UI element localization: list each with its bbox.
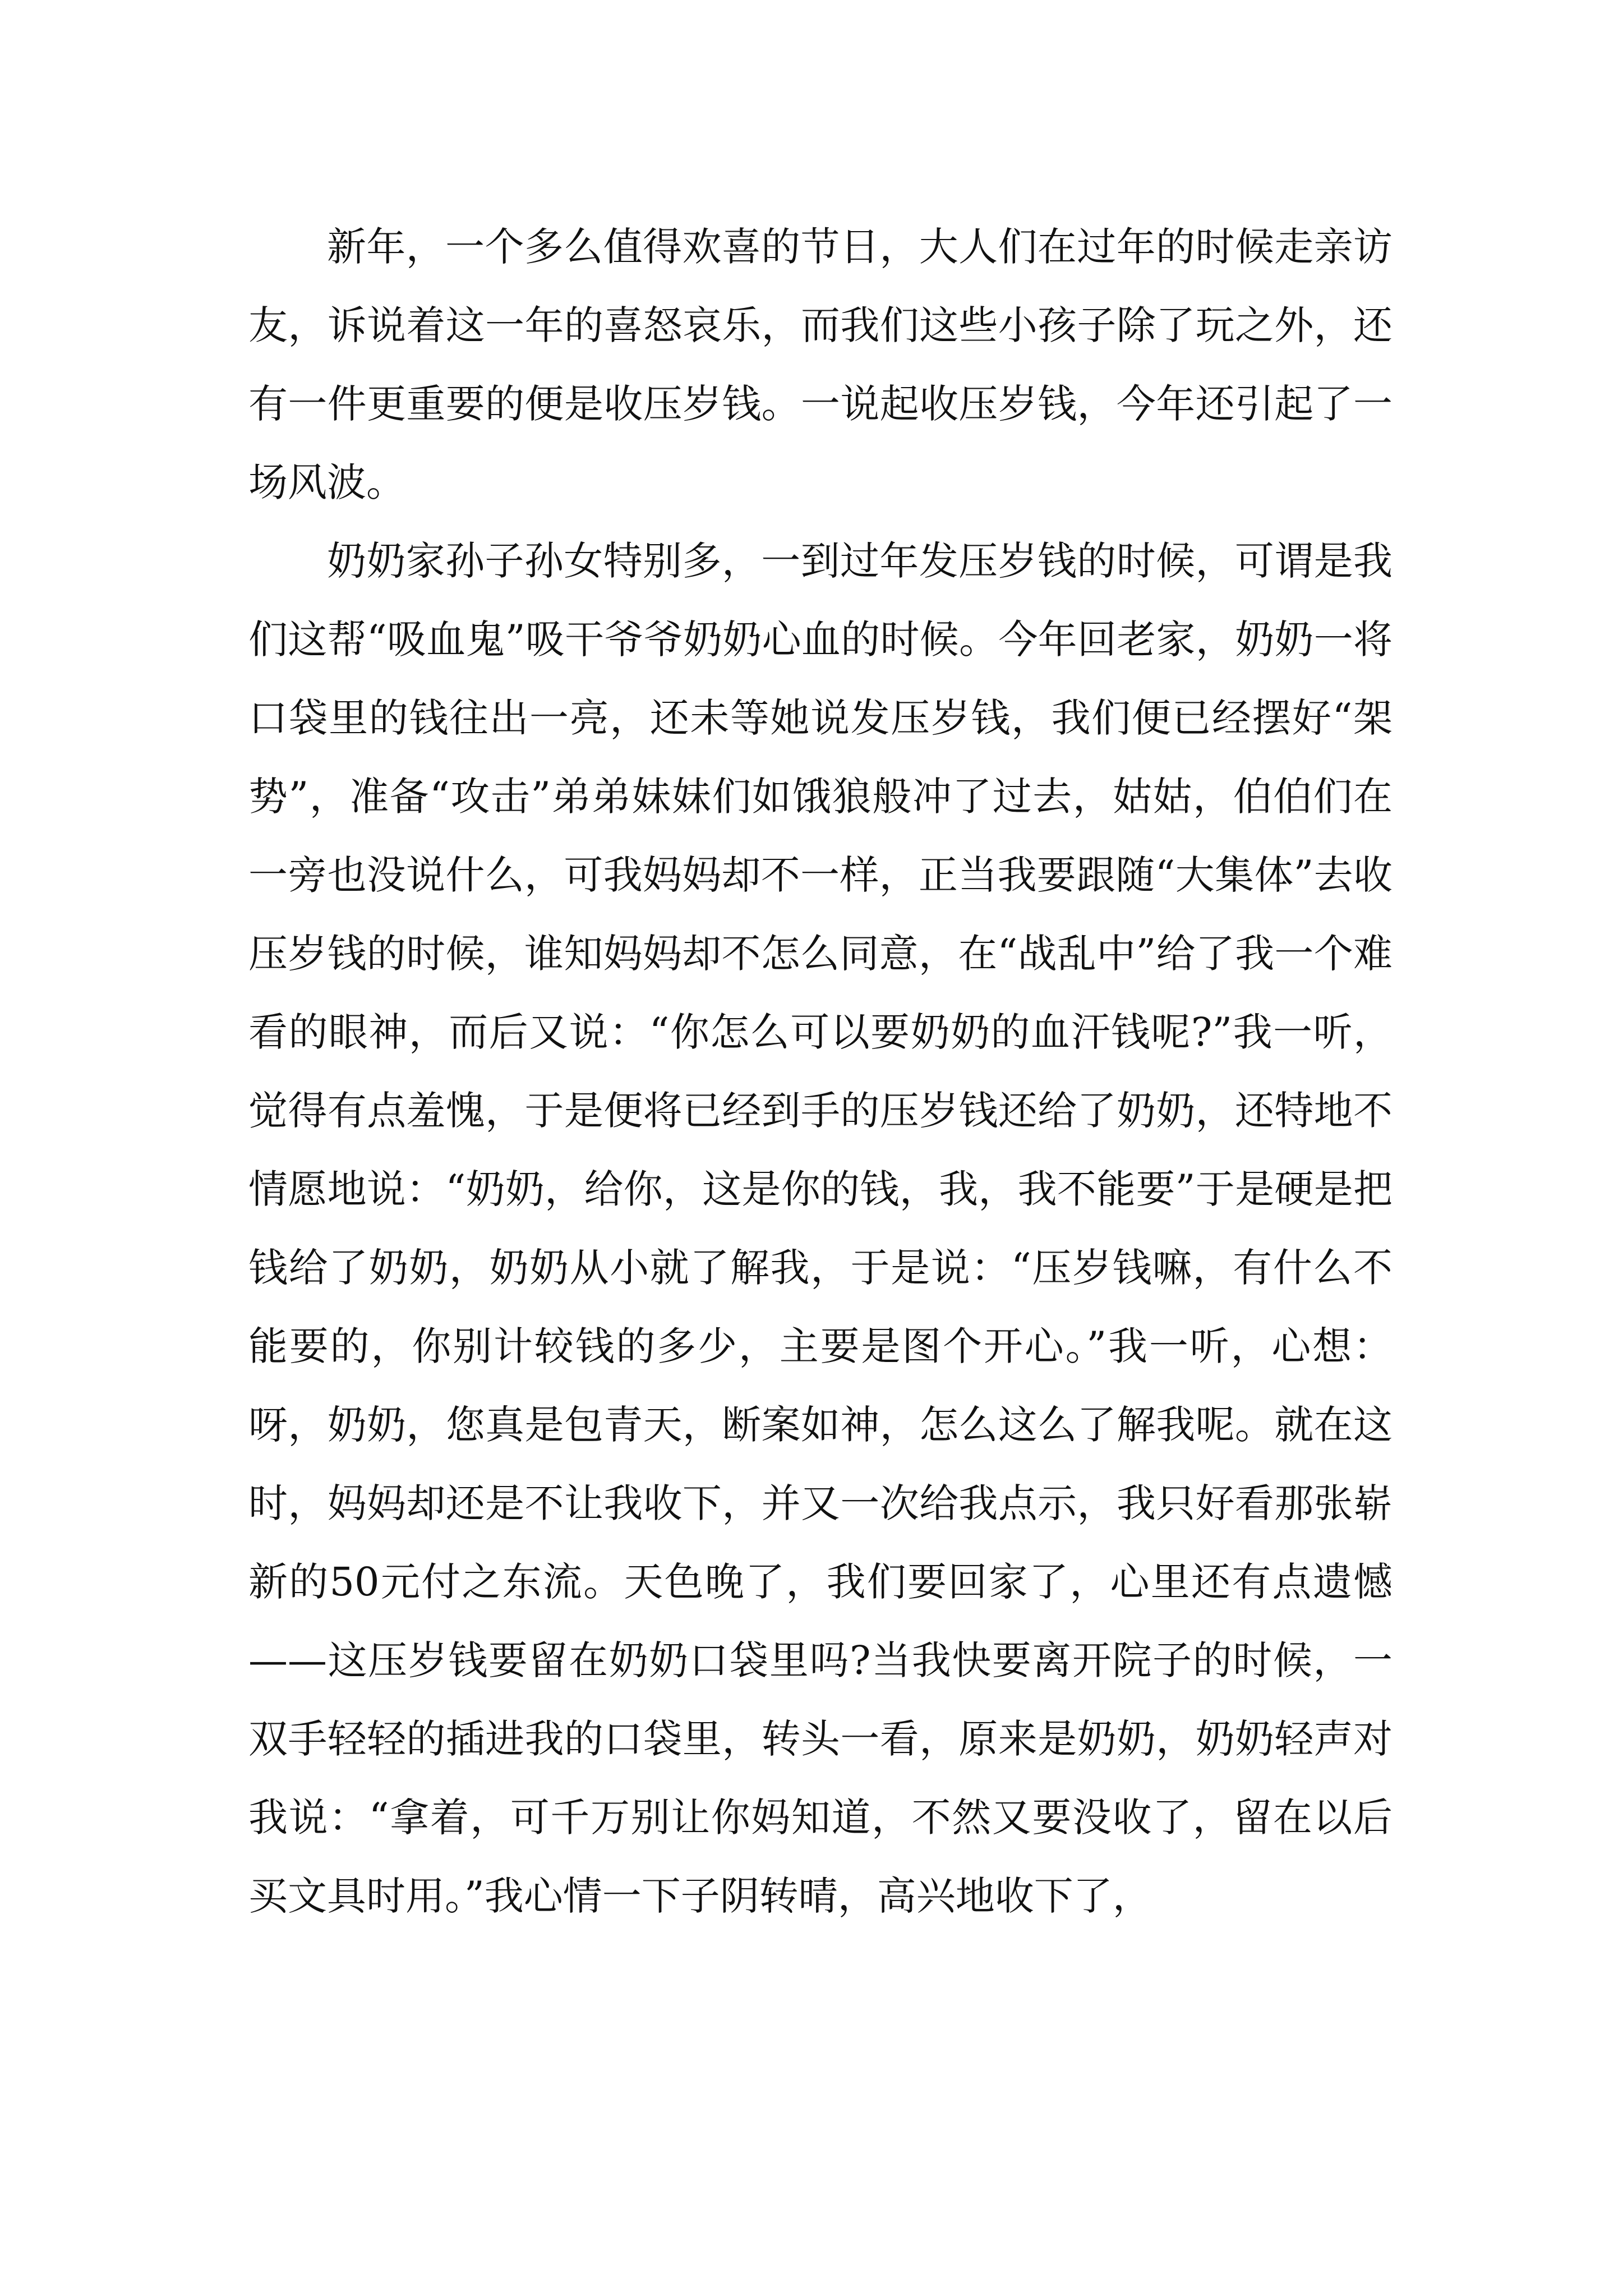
paragraph-1: 新年，一个多么值得欢喜的节日，大人们在过年的时候走亲访友，诉说着这一年的喜怒哀乐，而我们这些小孩子除了玩之外，还有一件更重要的便是收压岁钱。一说起收压岁钱，今年还引起了一场风波。 <box>248 224 1393 505</box>
document-body <box>248 208 1393 1935</box>
paragraph-2: 奶奶家孙子孙女特别多，一到过年发压岁钱的时候，可谓是我们这帮“吸血鬼”吸干爷爷奶奶心血的时候。今年回老家，奶奶一将口袋里的钱往出一亮，还未等她说发压岁钱，我们便已经摆好“架势”，准备“攻击”弟弟妹妹们如饿狼般冲了过去，姑姑，伯伯们在一旁也没说什么，可我妈妈却不一样，正当我要跟随“大集体”去收压岁钱的时候，谁知妈妈却不怎么同意，在“战乱中”给了我一个难看的眼神，而后又说：“你怎么可以要奶奶的血汗钱呢?”我一听，觉得有点羞愧，于是便将已经到手的压岁钱还给了奶奶，还特地不情愿地说：“奶奶，给你，这是你的钱，我，我不能要”于是硬是把钱给了奶奶，奶奶从小就了解我，于是说：“压岁钱嘛，有什么不能要的，你别计较钱的多少，主要是图个开心。”我一听，心想：呀，奶奶，您真是包青天，断案如神，怎么这么了解我呢。就在这时，妈妈却还是不让我收下，并又一次给我点示，我只好看那张崭新的50元付之东流。天色晚了，我们要回家了，心里还有点遗憾——这压岁钱要留在奶奶口袋里吗?当我快要离开院子的时候，一双手轻轻的插进我的口袋里，转头一看，原来是奶奶，奶奶轻声对我说：“拿着，可千万别让你妈知道，不然又要没收了，留在以后买文具时用。”我心情一下子阴转晴，高兴地收下了， <box>248 538 1393 1919</box>
